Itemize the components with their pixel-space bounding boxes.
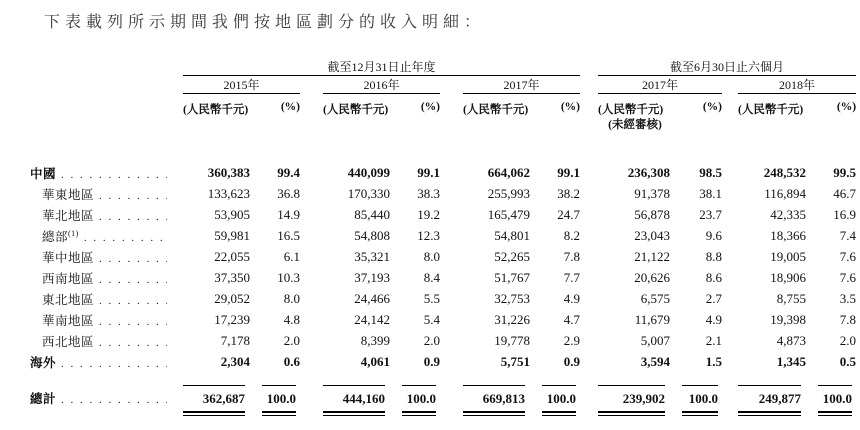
amount-cell: 116,894 <box>764 185 807 201</box>
pct-cell: 9.6 <box>705 227 723 243</box>
column-gap <box>580 183 598 204</box>
amount-cell: 255,993 <box>487 185 530 201</box>
dot-leader <box>84 230 167 245</box>
amount-cell: 35,321 <box>354 248 390 264</box>
total-amount-cell: 239,902 <box>598 372 670 407</box>
dot-leader <box>99 272 167 287</box>
dot-leader <box>99 251 167 266</box>
column-gap <box>300 330 323 351</box>
amount-cell: 85,440 <box>354 206 390 222</box>
pct-label-2018: (%) <box>836 101 857 113</box>
column-gap <box>722 288 738 309</box>
table-row <box>30 183 856 204</box>
amount-cell: 5,007 <box>640 332 671 348</box>
table-row <box>30 309 856 330</box>
total-amount-cell: 362,687 <box>183 372 250 407</box>
amount-cell: 440,099 <box>347 164 390 180</box>
column-gap <box>300 309 323 330</box>
dot-leader <box>99 188 167 203</box>
double-rule <box>670 407 722 423</box>
double-rule <box>738 407 806 423</box>
column-gap <box>300 76 323 94</box>
amount-cell: 11,679 <box>634 311 671 327</box>
dot-leader <box>99 293 167 308</box>
section-gap <box>580 94 598 163</box>
total-amount-cell: 444,160 <box>323 372 390 407</box>
amount-cell: 91,378 <box>634 185 671 201</box>
table-row <box>30 162 856 183</box>
row-label: 華中地區 . . . <box>30 246 183 267</box>
pct-cell: 7.4 <box>839 227 857 243</box>
column-gap <box>300 183 323 204</box>
amount-cell: 31,226 <box>494 311 530 327</box>
row-label: 西南地區 . . . <box>30 267 183 288</box>
pct-cell: 10.3 <box>277 269 300 285</box>
amount-cell: 20,626 <box>634 269 671 285</box>
dot-leader <box>61 167 167 182</box>
column-gap <box>580 267 598 288</box>
amount-cell: 4,873 <box>776 332 807 348</box>
pct-label-2017-interim: (%) <box>702 101 723 113</box>
row-label: 總計 . . . <box>30 372 183 407</box>
double-rule <box>250 407 300 423</box>
amount-cell: 54,808 <box>354 227 390 243</box>
dot-leader <box>99 209 167 224</box>
pct-cell: 23.7 <box>699 206 723 222</box>
column-gap <box>580 288 598 309</box>
pct-cell: 6.1 <box>283 248 300 264</box>
pct-label-2016: (%) <box>420 101 440 113</box>
amount-cell: 52,265 <box>494 248 530 264</box>
column-gap <box>580 309 598 330</box>
amount-cell: 53,905 <box>214 206 250 222</box>
amount-cell: 8,755 <box>776 290 807 306</box>
pct-cell: 0.9 <box>423 353 440 369</box>
double-rule <box>390 407 440 423</box>
pct-cell: 7.7 <box>563 269 581 285</box>
amount-cell: 21,122 <box>634 248 671 264</box>
table-row <box>30 225 856 246</box>
total-amount-cell: 669,813 <box>463 372 530 407</box>
total-row <box>30 372 856 407</box>
amount-cell: 18,366 <box>770 227 807 243</box>
pct-label-2017: (%) <box>560 101 581 113</box>
amount-cell: 54,801 <box>494 227 530 243</box>
pct-cell: 1.5 <box>705 353 723 369</box>
amount-cell: 360,383 <box>207 164 250 180</box>
pct-cell: 14.9 <box>277 206 300 222</box>
row-label: 華東地區 . . . <box>30 183 183 204</box>
amount-cell: 22,055 <box>214 248 250 264</box>
row-label: 西北地區 . . . <box>30 330 183 351</box>
section-gap <box>580 76 598 94</box>
amount-cell: 56,878 <box>634 206 671 222</box>
column-gap <box>440 407 463 423</box>
column-gap <box>722 330 738 351</box>
column-gap <box>300 407 323 423</box>
table-row <box>30 330 856 351</box>
year-header-row <box>30 76 856 94</box>
label-col-spacer <box>30 56 183 76</box>
pct-cell: 7.6 <box>839 269 857 285</box>
pct-cell: 19.2 <box>417 206 440 222</box>
pct-cell: 12.3 <box>417 227 440 243</box>
row-label: 總部$^{(1)}$ . . . <box>30 225 183 246</box>
pct-cell: 8.6 <box>705 269 723 285</box>
double-rule <box>806 407 856 423</box>
amount-cell: 42,335 <box>770 206 807 222</box>
table-row <box>30 351 856 372</box>
row-label: 中國 . . . <box>30 162 183 183</box>
table-body <box>30 162 856 423</box>
pct-cell: 99.5 <box>833 164 857 180</box>
pct-cell: 2.7 <box>705 290 723 306</box>
col-year-2015: 2015年 <box>183 76 300 94</box>
pct-cell: 2.1 <box>705 332 723 348</box>
column-gap <box>580 330 598 351</box>
column-gap <box>722 372 738 407</box>
pct-cell: 5.5 <box>423 290 440 306</box>
total-pct-cell: 100.0 <box>530 372 580 407</box>
amount-cell: 19,778 <box>494 332 530 348</box>
amount-cell: 51,767 <box>494 269 530 285</box>
column-gap <box>440 162 463 183</box>
pct-cell: 8.2 <box>563 227 581 243</box>
dot-leader <box>99 314 167 329</box>
double-rule <box>183 407 250 423</box>
column-gap <box>300 351 323 372</box>
column-gap <box>440 183 463 204</box>
column-gap <box>722 407 738 423</box>
amount-cell: 24,466 <box>354 290 390 306</box>
pct-cell: 7.8 <box>839 311 857 327</box>
column-gap <box>722 94 738 163</box>
group-header-row <box>30 56 856 76</box>
pct-cell: 5.4 <box>423 311 440 327</box>
column-gap <box>440 288 463 309</box>
table-row <box>30 288 856 309</box>
pct-cell: 38.1 <box>699 185 723 201</box>
pct-cell: 7.8 <box>563 248 581 264</box>
column-gap <box>580 246 598 267</box>
pct-cell: 4.8 <box>283 311 300 327</box>
column-gap <box>300 162 323 183</box>
total-amount-cell: 249,877 <box>738 372 806 407</box>
section-gap <box>580 56 598 76</box>
col-year-2016: 2016年 <box>323 76 440 94</box>
column-gap <box>440 330 463 351</box>
pct-cell: 8.4 <box>423 269 440 285</box>
total-pct-cell: 100.0 <box>250 372 300 407</box>
column-gap <box>722 309 738 330</box>
col-year-2018: 2018年 <box>738 76 856 94</box>
pct-cell: 8.0 <box>423 248 440 264</box>
column-gap <box>300 372 323 407</box>
amount-cell: 6,575 <box>640 290 671 306</box>
table-caption: 下表載列所示期間我們按地區劃分的收入明細： <box>44 14 486 31</box>
pct-cell: 36.8 <box>277 185 300 201</box>
unit-label-2016: (人民幣千元) <box>323 104 389 116</box>
pct-cell: 2.0 <box>283 332 300 348</box>
column-gap <box>722 162 738 183</box>
column-gap <box>580 407 598 423</box>
pct-cell: 24.7 <box>557 206 581 222</box>
column-gap <box>722 267 738 288</box>
col-group-interim: 截至6月30日止六個月 <box>598 56 856 76</box>
column-gap <box>580 372 598 407</box>
revenue-by-region-table <box>30 56 856 423</box>
pct-cell: 2.0 <box>839 332 857 348</box>
amount-cell: 5,751 <box>500 353 530 369</box>
pct-cell: 16.5 <box>277 227 300 243</box>
pct-cell: 99.1 <box>417 164 440 180</box>
amount-cell: 165,479 <box>487 206 530 222</box>
pct-cell: 8.8 <box>705 248 723 264</box>
dot-leader <box>61 356 167 371</box>
table-row <box>30 204 856 225</box>
pct-cell: 4.7 <box>563 311 581 327</box>
double-rule <box>530 407 580 423</box>
col-year-2017-interim: 2017年 <box>598 76 722 94</box>
pct-cell: 7.6 <box>839 248 857 264</box>
column-gap <box>440 76 463 94</box>
table-row <box>30 246 856 267</box>
column-gap <box>300 288 323 309</box>
column-gap <box>722 76 738 94</box>
label-col-spacer <box>30 76 183 94</box>
column-gap <box>580 204 598 225</box>
col-year-2017: 2017年 <box>463 76 580 94</box>
double-rule-row <box>30 407 856 423</box>
dot-leader <box>61 392 167 407</box>
column-gap <box>722 225 738 246</box>
column-gap <box>580 225 598 246</box>
unaudited-label: (未經審核) <box>608 119 662 131</box>
double-rule <box>323 407 390 423</box>
pct-cell: 16.9 <box>833 206 857 222</box>
pct-cell: 4.9 <box>705 311 723 327</box>
column-gap <box>300 94 323 163</box>
pct-cell: 2.9 <box>563 332 581 348</box>
column-gap <box>440 204 463 225</box>
column-gap <box>722 204 738 225</box>
column-gap <box>440 267 463 288</box>
column-gap <box>722 351 738 372</box>
column-gap <box>440 372 463 407</box>
column-gap <box>722 183 738 204</box>
unit-header-row <box>30 94 856 163</box>
column-gap <box>300 204 323 225</box>
column-gap <box>580 351 598 372</box>
unit-label-2017: (人民幣千元) <box>463 104 529 116</box>
column-gap <box>300 267 323 288</box>
pct-cell: 8.0 <box>283 290 300 306</box>
row-label: 華北地區 . . . <box>30 204 183 225</box>
label-col-spacer <box>30 407 183 423</box>
pct-cell: 99.4 <box>277 164 300 180</box>
amount-cell: 23,043 <box>634 227 671 243</box>
column-gap <box>440 309 463 330</box>
amount-cell: 59,981 <box>214 227 250 243</box>
column-gap <box>440 246 463 267</box>
pct-cell: 0.5 <box>839 353 857 369</box>
amount-cell: 37,350 <box>214 269 250 285</box>
double-rule <box>463 407 530 423</box>
amount-cell: 664,062 <box>487 164 530 180</box>
amount-cell: 7,178 <box>220 332 250 348</box>
pct-cell: 0.9 <box>563 353 581 369</box>
pct-cell: 46.7 <box>833 185 857 201</box>
amount-cell: 24,142 <box>354 311 390 327</box>
pct-cell: 4.9 <box>563 290 581 306</box>
column-gap <box>300 225 323 246</box>
amount-cell: 2,304 <box>220 353 250 369</box>
row-label: 華南地區 . . . <box>30 309 183 330</box>
amount-cell: 3,594 <box>640 353 671 369</box>
amount-cell: 133,623 <box>207 185 250 201</box>
amount-cell: 29,052 <box>214 290 250 306</box>
label-col-spacer <box>30 94 183 163</box>
column-gap <box>580 162 598 183</box>
amount-cell: 32,753 <box>494 290 530 306</box>
amount-cell: 17,239 <box>214 311 250 327</box>
unit-label-2018: (人民幣千元) <box>738 104 804 116</box>
amount-cell: 19,005 <box>770 248 807 264</box>
column-gap <box>440 94 463 163</box>
amount-cell: 170,330 <box>347 185 390 201</box>
amount-cell: 236,308 <box>627 164 671 180</box>
pct-cell: 38.3 <box>417 185 440 201</box>
pct-cell: 3.5 <box>839 290 857 306</box>
total-pct-cell: 100.0 <box>390 372 440 407</box>
table-row <box>30 267 856 288</box>
double-rule <box>598 407 670 423</box>
column-gap <box>440 351 463 372</box>
amount-cell: 18,906 <box>770 269 807 285</box>
amount-cell: 248,532 <box>763 164 807 180</box>
amount-cell: 4,061 <box>360 353 390 369</box>
column-gap <box>440 225 463 246</box>
unit-label-2015: (人民幣千元) <box>183 104 249 116</box>
col-group-annual: 截至12月31日止年度 <box>183 56 580 76</box>
dot-leader <box>99 335 167 350</box>
amount-cell: 8,399 <box>360 332 390 348</box>
pct-cell: 99.1 <box>557 164 581 180</box>
row-label: 東北地區 . . . <box>30 288 183 309</box>
pct-label-2015: (%) <box>280 101 300 113</box>
amount-cell: 19,398 <box>770 311 807 327</box>
pct-cell: 0.6 <box>283 353 300 369</box>
pct-cell: 98.5 <box>699 164 723 180</box>
total-pct-cell: 100.0 <box>670 372 722 407</box>
total-pct-cell: 100.0 <box>806 372 856 407</box>
column-gap <box>722 246 738 267</box>
pct-cell: 38.2 <box>557 185 581 201</box>
column-gap <box>300 246 323 267</box>
unit-label-2017-interim: (人民幣千元) (未經審核) <box>598 94 670 163</box>
row-label: 海外 . . . <box>30 351 183 372</box>
pct-cell: 2.0 <box>423 332 440 348</box>
amount-cell: 37,193 <box>354 269 390 285</box>
amount-cell: 1,345 <box>776 353 807 369</box>
